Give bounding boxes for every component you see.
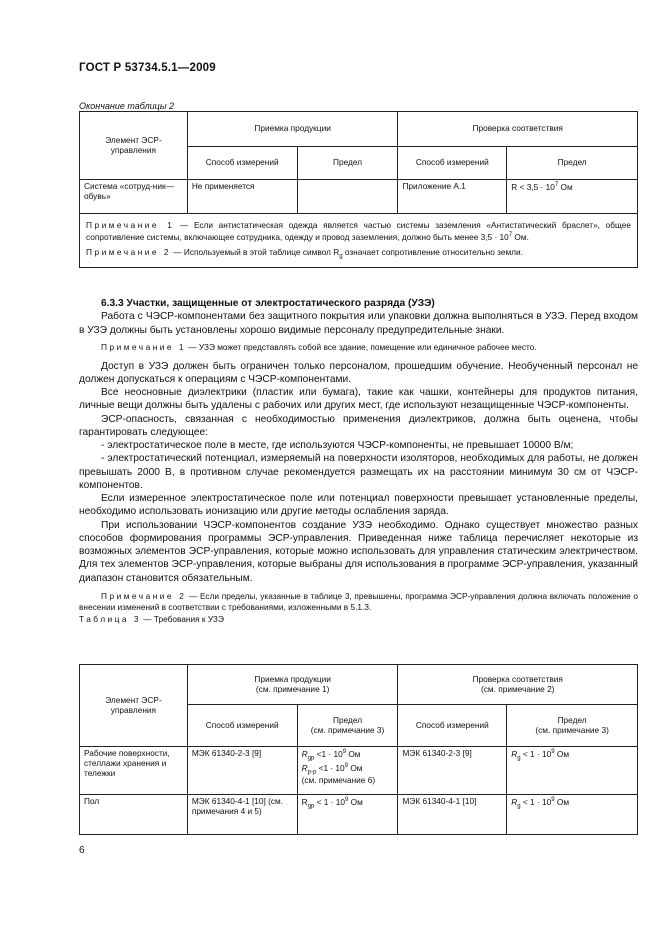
table2-caption: Окончание таблицы 2 bbox=[79, 101, 174, 111]
table3-row1-ver-limit: $R_g < 1 \cdot 10^9$ Ом bbox=[507, 747, 638, 795]
table2-row-acc-limit bbox=[297, 180, 398, 214]
table2-sub-limit: Предел bbox=[507, 147, 638, 180]
paragraph: Доступ в УЗЭ должен быть ограничен только персоналом, прошедшим обучение. Необученный персонал не должен допускаться к операциям с ЧЭСР-компонентами. bbox=[79, 360, 638, 385]
table2-group-acceptance: Приемка продукции bbox=[187, 112, 398, 147]
paragraph: Работа с ЧЭСР-компонентами без защитного покрытия или упаковки должна выполняться в УЗЭ. Перед входом в УЗЭ должны быть установлены хорошо видимые персоналу предупредительные знаки. bbox=[79, 311, 638, 336]
table2-col-element: Элемент ЭСР-управления bbox=[80, 112, 188, 180]
table2-group-verification: Проверка соответствия bbox=[398, 112, 638, 147]
paragraph: - электростатический потенциал, измеряемый на поверхности изоляторов, необходимых для работы, не должен превышать 2000 В, в противном случае рекомендуется размещать их на расстоянии минимум 30 см от ЧЭСР-компонентов. bbox=[79, 453, 638, 491]
table3-group-verification: Проверка соответствия (см. примечание 2) bbox=[398, 665, 638, 705]
table3-col-element: Элемент ЭСР-управления bbox=[80, 665, 188, 747]
table3-row2-ver-method: МЭК 61340-4-1 [10] bbox=[398, 795, 507, 835]
table3-sub-limit: Предел (см. примечание 3) bbox=[297, 705, 398, 747]
page-number: 6 bbox=[79, 845, 85, 856]
table3-row2-acc-limit: $R_{gp} < 1 \cdot 10^9$ Ом bbox=[297, 795, 398, 835]
table3-row2-acc-method: МЭК 61340-4-1 [10] (см. примечания 4 и 5) bbox=[187, 795, 297, 835]
table3-sub-method: Способ измерений bbox=[187, 705, 297, 747]
table2-sub-method: Способ измерений bbox=[187, 147, 297, 180]
table3-row1-acc-method: МЭК 61340-2-3 [9] bbox=[187, 747, 297, 795]
table2-notes bbox=[80, 214, 638, 268]
paragraph: Если измеренное электростатическое поле или потенциал поверхности превышает установленные пределы, необходимо использовать ионизацию или другие методы ослабления заряда. bbox=[79, 493, 638, 518]
table2-sub-limit: Предел bbox=[297, 147, 398, 180]
table2-note-2: Примечание 2 — Используемый в этой таблице символ $R_g$ означает сопротивление относительно земли. bbox=[86, 247, 523, 260]
table2-row-ver-method: Приложение А.1 bbox=[398, 180, 507, 214]
table3-row1-acc-limit: $R_{gp} <1 \cdot 10^9$ Ом $R_{p-p} <1 \cdot 10^9$ Ом (см. примечание 6) bbox=[297, 747, 398, 795]
table2-row-acc-method: Не применяется bbox=[187, 180, 297, 214]
table2-note-1: Примечание 1 — Если антистатическая одежда является частью системы заземления «Антистатический браслет», общее сопротивление системы, включающее сотрудника, одежду и провод заземления, должно быть менее $3,5 \cdot 10^7$ Ом. bbox=[86, 220, 631, 242]
table3-row2-ver-limit: $R_g < 1 \cdot 10^9$ Ом bbox=[507, 795, 638, 835]
table2-sub-method: Способ измерений bbox=[398, 147, 507, 180]
table3-caption: Таблица 3 — Требования к УЗЭ bbox=[79, 614, 224, 625]
paragraph: - электростатическое поле в месте, где используются ЧЭСР-компоненты, не превышает 10000 В/м; bbox=[101, 440, 574, 452]
section-note-2: Примечание 2 — Если пределы, указанные в таблице 3, превышены, программа ЭСР-управления должна включать положение о внесении изменений в соответствии с требованиями, изложенными в 5.1.3. bbox=[79, 590, 638, 612]
table2-row-element: Система «сотруд-ник—обувь» bbox=[80, 180, 188, 214]
section-body bbox=[79, 297, 638, 625]
table3-sub-limit: Предел (см. примечание 3) bbox=[507, 705, 638, 747]
table3-row2-element: Пол bbox=[80, 795, 188, 835]
table3-row1-element: Рабочие поверхности, стеллажи хранения и тележки bbox=[80, 747, 188, 795]
section-heading: 6.3.3 Участки, защищенные от электростатического разряда (УЗЭ) bbox=[101, 298, 435, 309]
paragraph: При использовании ЧЭСР-компонентов создание УЗЭ необходимо. Однако существует множество разных способов формирования программы ЭСР-управления. Приведенная ниже таблица перечисляет некоторые из возможных элементов ЭСР-управления, которые можно использовать для управления статическим электричеством. Для тех элементов ЭСР-управления, которые выбраны для использования в программе ЭСР-управления, указанный диапазон становится обязательным. bbox=[79, 519, 638, 584]
table3 bbox=[79, 664, 638, 835]
section-note-1: Примечание 1 — УЗЭ может представлять собой все здание, помещение или единичное рабочее место. bbox=[101, 341, 537, 352]
table2-row-ver-limit: $R < 3,5 \cdot 10^7$ Ом bbox=[507, 180, 638, 214]
table2 bbox=[79, 111, 638, 268]
paragraph: ЭСР-опасность, связанная с необходимостью применения диэлектриков, должна быть оценена, чтобы гарантировать следующее: bbox=[79, 413, 638, 438]
table3-row1-ver-method: МЭК 61340-2-3 [9] bbox=[398, 747, 507, 795]
document-header: ГОСТ Р 53734.5.1—2009 bbox=[79, 62, 216, 74]
table3-group-acceptance: Приемка продукции (см. примечание 1) bbox=[187, 665, 398, 705]
paragraph: Все неосновные диэлектрики (пластик или бумага), такие как чашки, контейнеры для продуктов питания, личные вещи должны быть удалены с рабочих или других мест, где используют незащищенные ЧЭСР-компоненты. bbox=[79, 387, 638, 412]
table3-sub-method: Способ измерений bbox=[398, 705, 507, 747]
